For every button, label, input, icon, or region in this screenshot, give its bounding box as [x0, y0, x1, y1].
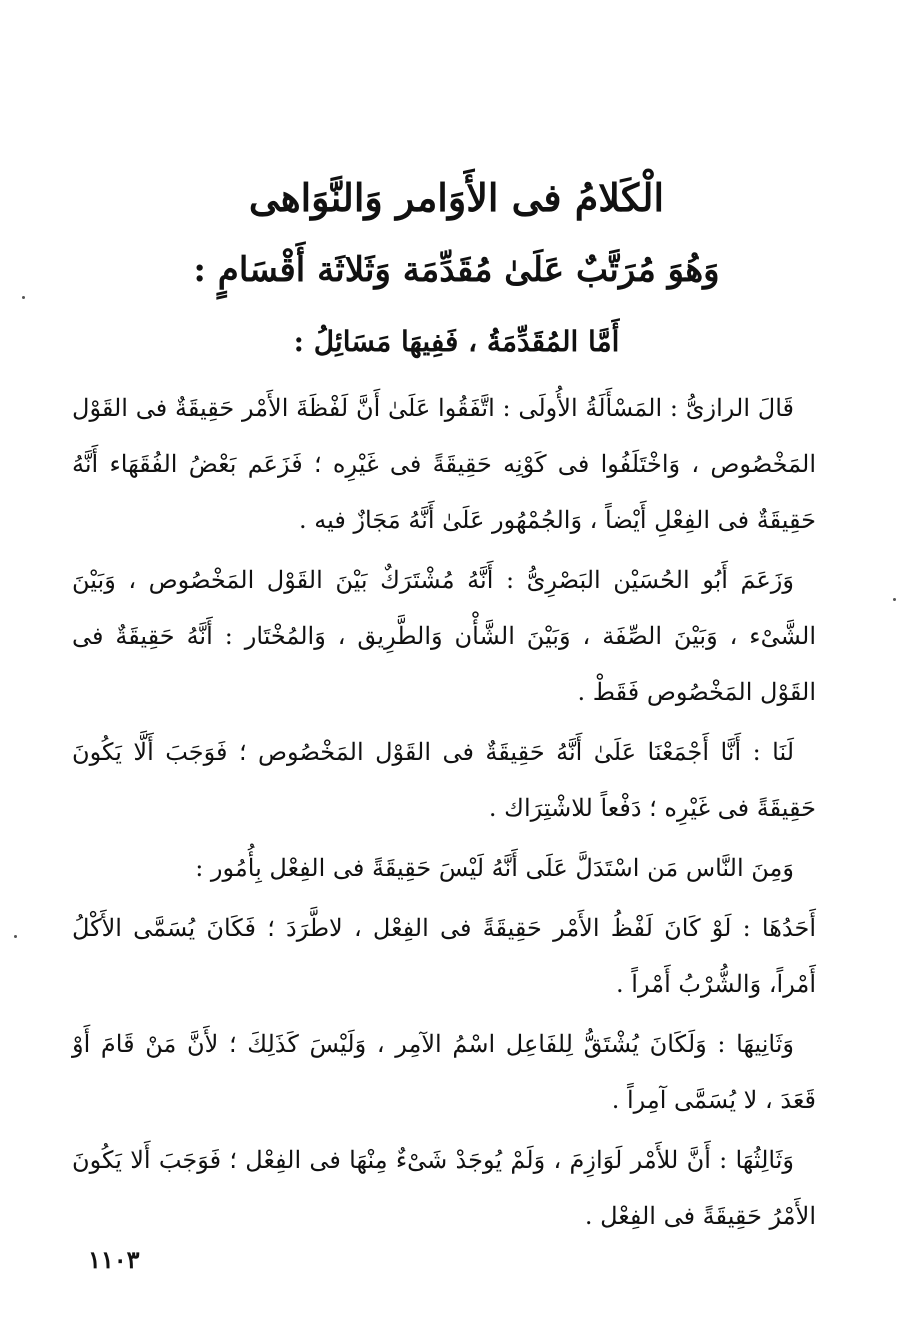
paragraph-argument: لَنَا : أَنَّا أَجْمَعْنَا عَلَىٰ أَنَّهُ حَقِيقَةٌ فى القَوْل المَخْصُوص ؛ فَوَجَبَ أَلَّا يَكُونَ حَقِيقَةً فى غَيْرِه ؛ دَفْعاً للاشْتِرَاك . — [72, 738, 816, 822]
scan-speck — [893, 598, 896, 601]
paragraph-third-point: وَثَالِثُهَا : أَنَّ للأَمْر لَوَازِمَ ، وَلَمْ يُوجَدْ شَىْءٌ مِنْهَا فى الفِعْل ؛ فَوَجَبَ أَلا يَكُونَ الأَمْرُ حَقِيقَةً فى الفِعْل . — [72, 1146, 816, 1230]
paragraph-razi-first-issue: قَالَ الرازىُّ : المَسْأَلَةُ الأُولَى : اتَّفَقُوا عَلَىٰ أَنَّ لَفْظَةَ الأَمْر حَقِيقَةٌ فى القَوْل المَخْصُوص ، وَاخْتَلَفُوا فى كَوْنِه حَقِيقَةً فى غَيْرِه ؛ فَزَعَم بَعْضُ الفُقَهَاء أَنَّهُ حَقِيقَةٌ فى الفِعْلِ أَيْضاً ، وَالجُمْهُور عَلَىٰ أَنَّهُ مَجَازٌ فيه . — [72, 394, 816, 534]
section-heading: أَمَّا المُقَدِّمَةُ ، فَفِيهَا مَسَائِلُ : — [293, 325, 620, 358]
scan-speck — [14, 935, 17, 938]
paragraph-second-point: وَثَانِيهَا : وَلَكَانَ يُشْتَقُّ لِلفَاعِل اسْمُ الآمِر ، وَلَيْسَ كَذَلِكَ ؛ لأَنَّ مَنْ قَامَ أَوْ قَعَدَ ، لا يُسَمَّى آمِراً . — [72, 1030, 816, 1114]
chapter-subtitle: وَهُوَ مُرَتَّبٌ عَلَىٰ مُقَدِّمَة وَثَلاثَة أَقْسَامٍ : — [193, 250, 720, 290]
chapter-title: الْكَلامُ فى الأَوَامر وَالنَّوَاهى — [248, 175, 665, 220]
paragraph-others-proof: وَمِنَ النَّاس مَن اسْتَدَلَّ عَلَى أَنَّهُ لَيْسَ حَقِيقَةً فى الفِعْل بِأُمُور : — [195, 854, 794, 882]
scan-speck — [22, 296, 25, 299]
paragraph-abu-husayn: وَزَعَمَ أَبُو الحُسَيْن البَصْرِىُّ : أَنَّهُ مُشْتَرَكٌ بَيْنَ القَوْل المَخْصُوص ، وَبَيْنَ الشَّىْء ، وَبَيْنَ الصِّفَة ، وَبَيْنَ الشَّأْن وَالطَّرِيق ، وَالمُخْتَار : أَنَّهُ حَقِيقَةٌ فى القَوْل المَخْصُوص فَقَطْ . — [72, 566, 816, 706]
page-number: ١١٠٣ — [88, 1245, 140, 1274]
body-text — [72, 380, 816, 1248]
paragraph-first-point: أَحَدُهَا : لَوْ كَانَ لَفْظُ الأَمْر حَقِيقَةً فى الفِعْل ، لاطَّرَدَ ؛ فَكَانَ يُسَمَّى الأَكْلُ أَمْراً، وَالشُّرْبُ أَمْراً . — [72, 914, 816, 998]
